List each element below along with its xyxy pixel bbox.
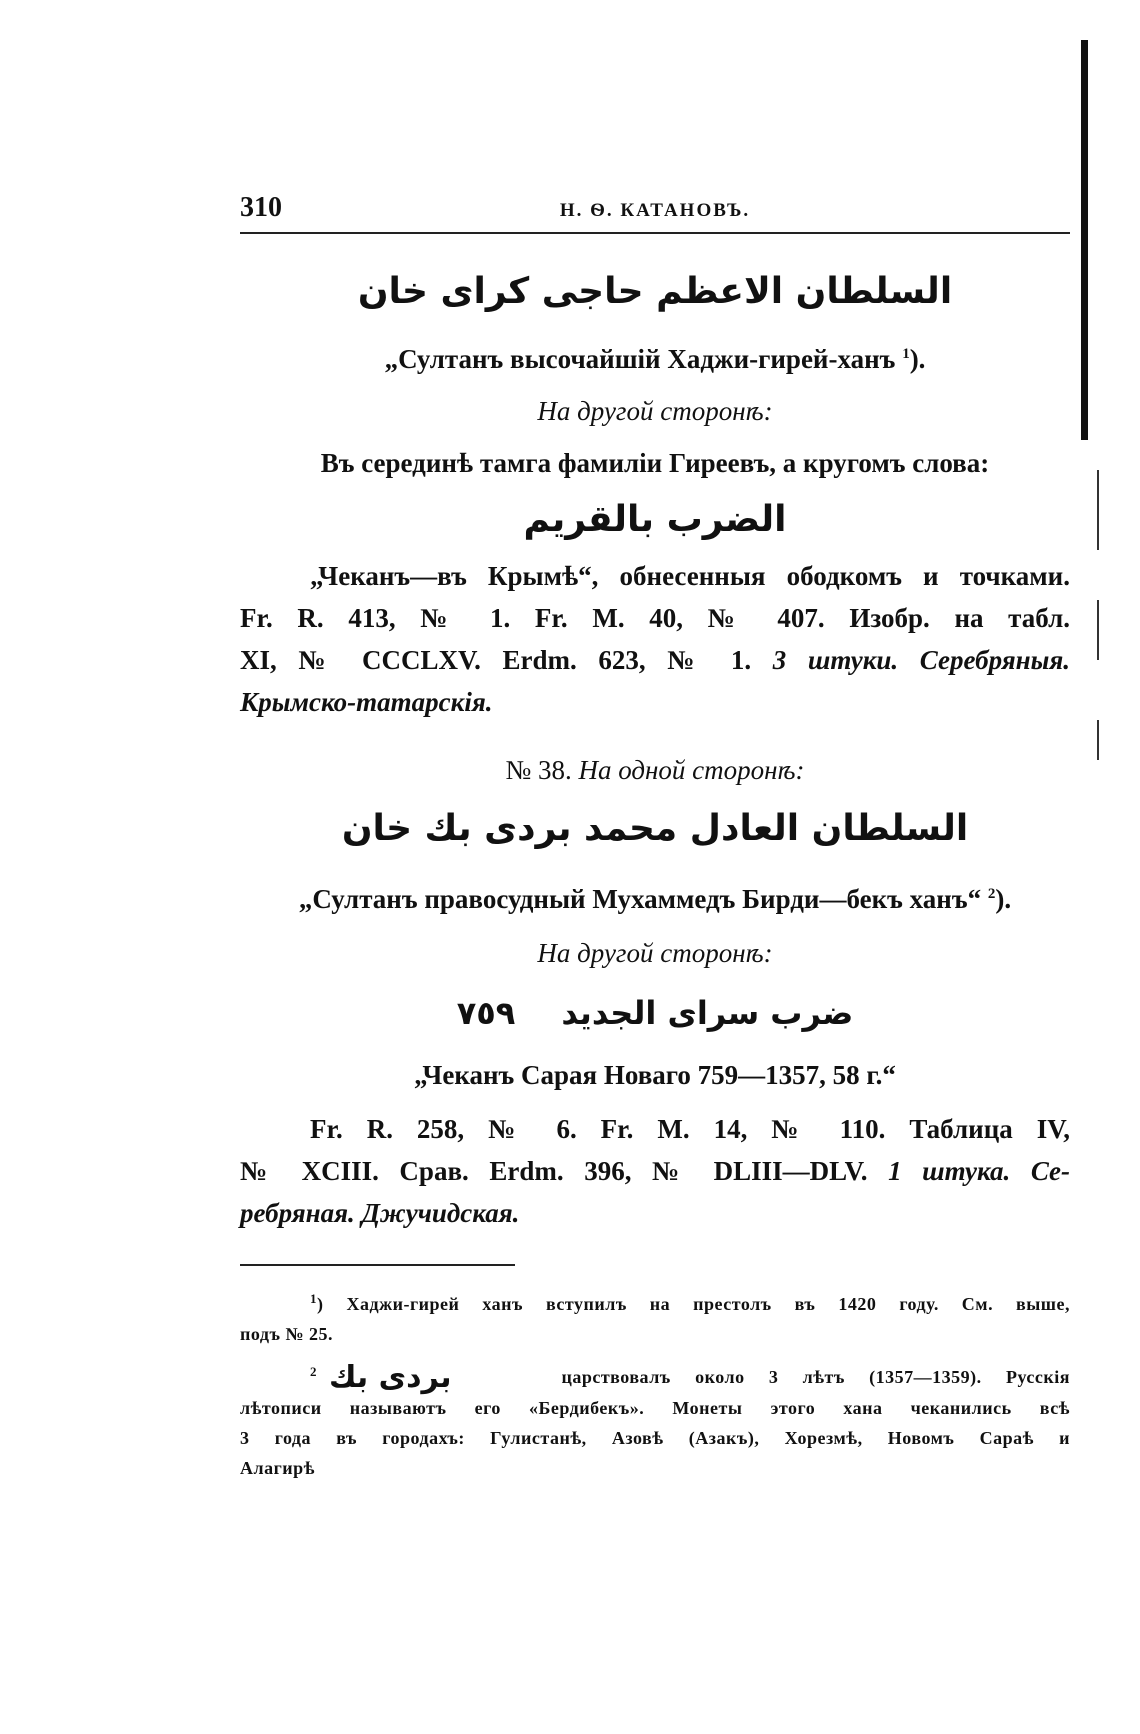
page-edge-mark: [1097, 470, 1099, 550]
footnote-2-text: царствовалъ около 3 лѣтъ (1357—1359). Русскія: [561, 1366, 1070, 1387]
coin1-reverse-arabic: الضرب بالقريم: [523, 499, 787, 541]
footnote-line: лѣтописи называютъ его «Бердибекъ». Монеты этого хана чеканились всѣ: [240, 1398, 1070, 1419]
footnote-2-arabic: بردى بك: [329, 1360, 452, 1396]
page-header: [240, 190, 1070, 234]
coin1-arabic-legend: السلطان الاعظم حاجى كراى خان: [357, 271, 953, 312]
coin1-desc-count: 3 штуки. Серебряныя.: [772, 645, 1071, 676]
coin2-translation-end: ).: [995, 883, 1012, 914]
coin1-description: [240, 555, 1070, 723]
footnote-line: 3 года въ городахъ: Гулистанѣ, Азовѣ (Азакъ), Хорезмѣ, Новомъ Сараѣ и: [240, 1428, 1070, 1449]
coin2-obverse-heading: На одной сторонѣ:: [578, 755, 805, 786]
coin2-description: [240, 1108, 1070, 1234]
coin1-desc-line: [240, 639, 1070, 681]
coin1-translation-text: „Султанъ высочайшій Хаджи-гирей-ханъ: [384, 344, 896, 375]
coin2-desc-line: [240, 1150, 1070, 1192]
coin2-desc-count: 1 штука. Се-: [888, 1155, 1070, 1186]
coin2-reverse-translation: „Чеканъ Сарая Новаго 759—1357, 58 г.“: [414, 1059, 896, 1090]
footnote-line: [240, 1284, 1070, 1319]
footnote-1-marker: 1: [310, 1290, 317, 1306]
footnote-rule: [240, 1264, 515, 1266]
coin2-heading: [240, 749, 1070, 791]
coin2-desc-line: ребряная. Джучидская.: [240, 1197, 520, 1228]
footnote-line: Алагирѣ: [240, 1458, 315, 1479]
coin1-reverse-heading: На другой сторонѣ:: [537, 396, 773, 427]
coin2-note-ref: 2: [987, 885, 996, 902]
coin2-reverse-legend: [240, 994, 1070, 1032]
coin2-desc-refs: № XCIII. Срав. Erdm. 396, № DLIII—DLV.: [240, 1155, 868, 1186]
coin2-translation: [240, 873, 1070, 920]
page-number: 310: [240, 192, 282, 223]
coin1-translation-end: ).: [909, 344, 926, 375]
coin2-desc-line: Fr. R. 258, № 6. Fr. M. 14, № 110. Таблица IV,: [310, 1113, 1070, 1144]
footnote-2: [240, 1357, 1070, 1484]
coin1-desc-refs: XI, № CCCLXV. Erdm. 623, № 1.: [240, 645, 752, 676]
coin1-note-ref: 1: [902, 346, 910, 363]
coin1-desc-line: Крымско-татарскія.: [240, 687, 493, 718]
footnote-1-text: ) Хаджи-гирей ханъ вступилъ на престолъ въ 1420 году. См. выше,: [317, 1293, 1070, 1314]
coin2-arabic-legend: السلطان العادل محمد بردى بك خان: [341, 808, 969, 850]
page-edge-mark: [1097, 600, 1099, 660]
footnote-1: [240, 1284, 1070, 1349]
book-page: [240, 190, 1070, 1483]
coin2-reverse-arabic: ضرب سراى الجديد: [561, 993, 854, 1032]
coin1-reverse-text: Въ серединѣ тамга фамиліи Гиреевъ, а кругомъ слова:: [320, 448, 990, 479]
coin1-desc-line: Fr. R. 413, № 1. Fr. M. 40, № 407. Изобр. на табл.: [240, 603, 1070, 634]
footnote-line: подъ № 25.: [240, 1323, 334, 1344]
coin2-number: № 38.: [505, 755, 572, 786]
footnote-2-marker: 2: [310, 1363, 317, 1379]
coin2-reverse-heading: На другой сторонѣ:: [537, 937, 773, 968]
coin2-translation-text: „Султанъ правосудный Мухаммедъ Бирди—бекъ ханъ“: [298, 883, 982, 914]
coin1-desc-line: „Чеканъ—въ Крымѣ“, обнесенныя ободкомъ и точками.: [310, 561, 1070, 592]
page-edge-bar: [1081, 40, 1088, 440]
page-edge-mark: [1097, 720, 1099, 760]
running-head: Н. Ѳ. КАТАНОВЪ.: [559, 200, 751, 221]
footnote-line: [240, 1357, 1070, 1394]
coin1-translation: [240, 333, 1070, 380]
coin2-reverse-date: ٧٥٩: [456, 993, 516, 1032]
